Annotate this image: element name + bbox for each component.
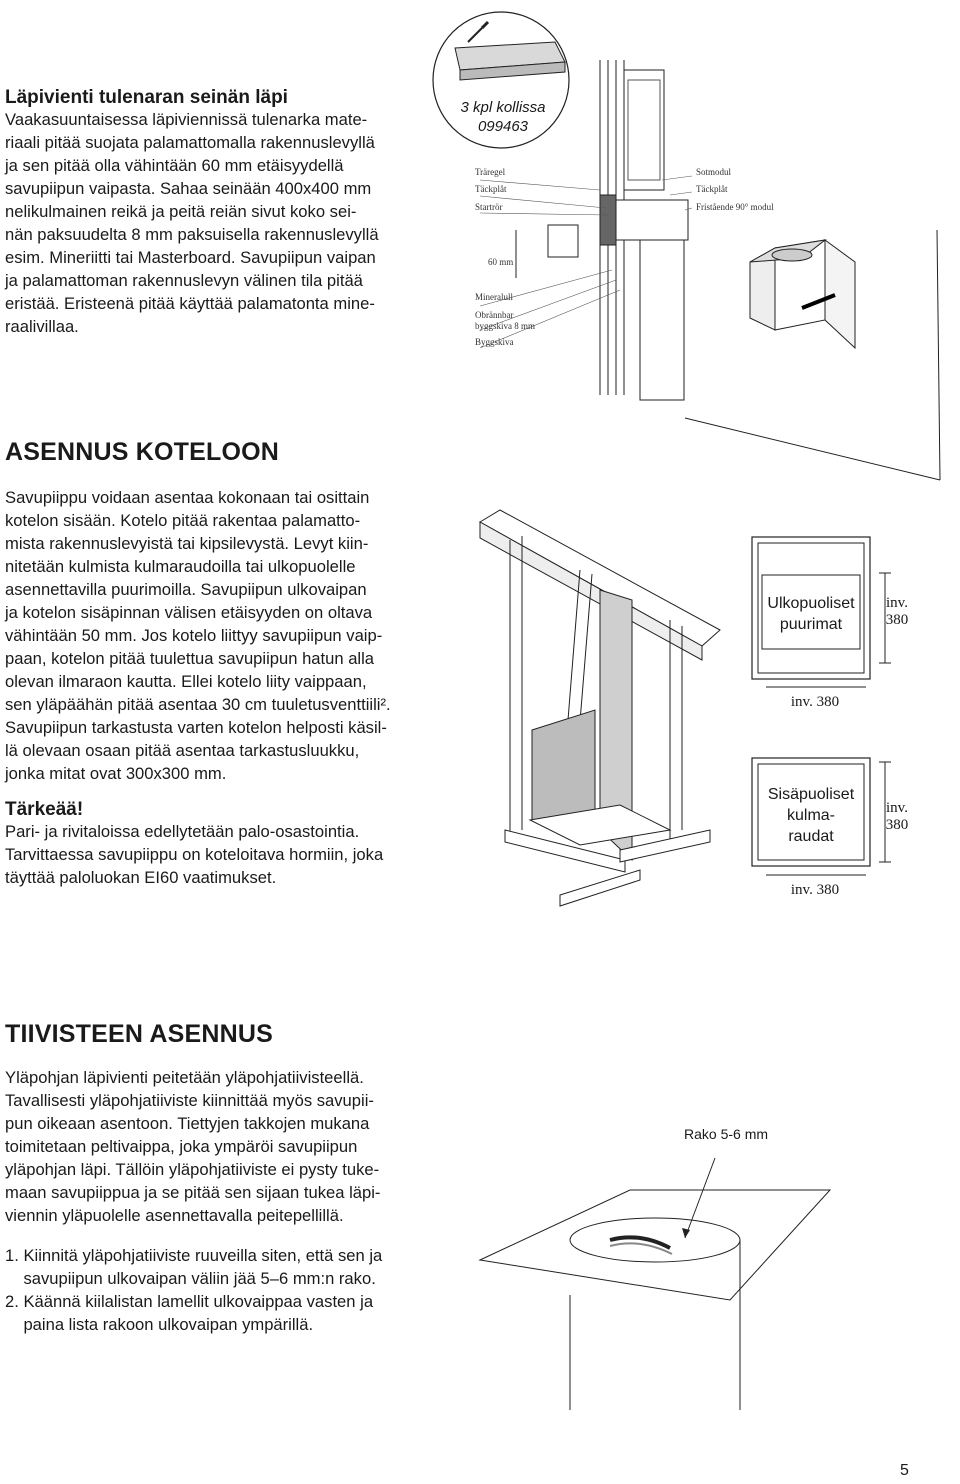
label-tackplat-right: Täckplåt bbox=[696, 184, 728, 194]
section-body-wall-passthrough: Vaakasuuntaisessa läpiviennissä tulenarka mate- riaali pitää suojata palamattomalla rakennuslevyllä ja sen pitää olla vähintään 60 mm etäisyydellä savupiipun vaipasta. Sahaa seinään 400x400 mm nelikulmainen reikä ja peitä reiän sivut koko sei- nän paksuudelta 8 mm paksuisella rakennuslevyllä esim. Mineriitti tai Masterboard. Savupiipun vaipan ja palamattoman rakennuslevyn välinen tila pitää eristää. Eristeenä pitää käyttää palamatonta mine- raalivillaa. bbox=[5, 110, 379, 336]
wall-passthrough-figure bbox=[430, 0, 950, 420]
section-title-enclosure: ASENNUS KOTELOON bbox=[5, 438, 280, 466]
inner-brackets-label: Sisäpuoliset kulma- raudat bbox=[767, 786, 855, 845]
page-number: 5 bbox=[900, 1462, 909, 1479]
important-body: Pari- ja rivitaloissa edellytetään palo-osastointia. Tarvittaessa savupiippu on koteloitava hormiin, joka täyttää paloluokan EI60 vaatimukset. bbox=[5, 822, 384, 887]
inner-brackets-diagram bbox=[752, 758, 870, 866]
section-body-enclosure: Savupiippu voidaan asentaa kokonaan tai osittain kotelon sisään. Kotelo pitää rakentaa palamatto- mista rakennuslevyistä tai kipsilevystä. Levyt kiin- nitetään kulmista kulmaraudoilla tai ulkopuolelle asennettavilla puurimoilla. Savupiipun ulkovaipan ja kotelon sisäpinnan välisen etäisyyden on oltava vähintään 50 mm. Jos kotelo liittyy savupiipun vaip- paan, kotelon pitää tuulettua savupiipun hatun alla olevan ilmaraon kautta. Ellei kotelo liity vaippaan, sen yläpäähän pitää asentaa 30 cm tuuletusventtiili². Savupiipun tarkastusta varten kotelon helposti käsil- lä olevaan osaan pitää asentaa tarkastusluukku, jonka mitat ovat 300x300 mm. bbox=[5, 488, 391, 783]
step-1: 1. Kiinnitä yläpohjatiiviste ruuveilla siten, että sen ja savupiipun ulkovaipan väliin jää 5–6 mm:n rako. bbox=[5, 1246, 383, 1288]
section-body-seal: Yläpohjan läpivienti peitetään yläpohjatiivisteellä. Tavallisesti yläpohjatiiviste kiinnittää myös savupii- pun oikeaan asentoon. Tiettyjen takkojen mukana toimitetaan peltivaippa, joka ympäröi savupiipun yläpohjan läpi. Tällöin yläpohjatiiviste ei pysty tuke- maan savupiippua ja se pitää sen sijaan tukea läpi- viennin yläpuolelle asennettavalla peitepellillä. bbox=[5, 1068, 381, 1225]
important-title: Tärkeää! bbox=[5, 799, 84, 820]
box1-side-dimension: inv. 380 bbox=[885, 595, 909, 628]
section-title-wall-passthrough: Läpivienti tulenaran seinän läpi bbox=[5, 87, 288, 108]
label-startror: Startrör bbox=[475, 202, 503, 212]
label-obrannbar-byggskiva: Obrännbar byggskiva 8 mm bbox=[475, 310, 535, 331]
section-title-seal: TIIVISTEEN ASENNUS bbox=[5, 1020, 273, 1048]
label-traregel: Träregel bbox=[475, 167, 506, 177]
box1-width-dimension-line bbox=[766, 680, 866, 694]
label-fristaende-modul: Fristående 90° modul bbox=[696, 202, 774, 212]
label-sotmodul: Sotmodul bbox=[696, 167, 732, 177]
gap-label: Rako 5-6 mm bbox=[684, 1126, 769, 1142]
label-tackplat-left: Täckplåt bbox=[475, 184, 507, 194]
package-note: 3 kpl kollissa 099463 bbox=[460, 99, 546, 135]
label-byggskiva: Byggskiva bbox=[475, 337, 514, 347]
step-2: 2. Käännä kiilalistan lamellit ulkovaippaa vasten ja paina lista rakoon ulkovaipan ympärillä. bbox=[5, 1292, 374, 1334]
outer-battens-diagram bbox=[752, 537, 870, 679]
roof-seal-drawing bbox=[460, 1120, 870, 1410]
label-mineralull: Mineralull bbox=[475, 292, 513, 302]
wall-passthrough-drawing bbox=[430, 0, 950, 420]
box1-bottom-dimension: inv. 380 bbox=[790, 694, 840, 710]
enclosure-frame-drawing bbox=[470, 500, 730, 920]
box2-side-dimension: inv. 380 bbox=[885, 800, 909, 833]
outer-battens-label: Ulkopuoliset puurimat bbox=[767, 595, 855, 633]
box2-bottom-dimension: inv. 380 bbox=[790, 882, 840, 898]
box2-width-dimension-line bbox=[766, 868, 866, 882]
label-60mm: 60 mm bbox=[488, 257, 514, 267]
